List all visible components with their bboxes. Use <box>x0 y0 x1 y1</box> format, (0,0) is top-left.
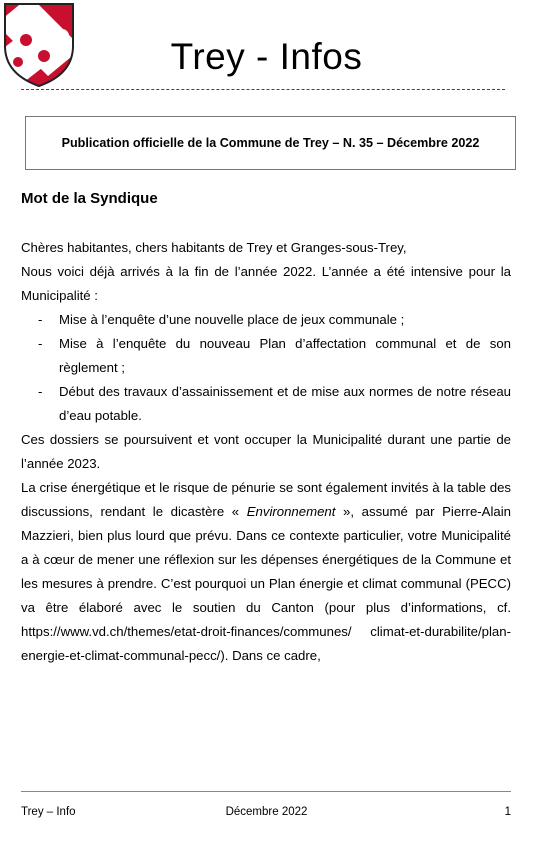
achievements-list <box>21 308 511 428</box>
footer-publication-name: Trey – Info <box>21 806 76 818</box>
section-heading: Mot de la Syndique <box>21 190 158 207</box>
list-dash: - <box>38 336 43 351</box>
header-divider <box>21 89 505 90</box>
list-dash: - <box>38 384 43 399</box>
list-item-text: Mise à l’enquête du nouveau Plan d’affectation communal et de son règlement ; <box>59 336 511 375</box>
article-body <box>21 236 511 668</box>
footer-divider <box>21 791 511 792</box>
environment-term: Environnement <box>246 504 336 519</box>
page-number: 1 <box>504 806 511 818</box>
intro-paragraph: Nous voici déjà arrivés à la fin de l’année 2022. L’année a été intensive pour la Municipalité : <box>21 264 511 303</box>
list-item-text: Mise à l’enquête d’une nouvelle place de jeux communale ; <box>59 312 405 327</box>
energy-paragraph <box>21 476 511 668</box>
footer-date: Décembre 2022 <box>225 806 308 818</box>
list-item <box>21 308 511 332</box>
list-item-text: Début des travaux d’assainissement et de mise aux normes de notre réseau d’eau potable. <box>59 384 511 423</box>
publication-line: Publication officielle de la Commune de Trey – N. 35 – Décembre 2022 <box>61 136 480 150</box>
followup-paragraph: Ces dossiers se poursuivent et vont occuper la Municipalité durant une partie de l’année 2023. <box>21 432 511 471</box>
newsletter-title: Trey - Infos <box>170 36 363 77</box>
publication-box <box>25 116 516 170</box>
list-item <box>21 380 511 428</box>
list-dash: - <box>38 312 43 327</box>
list-item <box>21 332 511 380</box>
greeting-paragraph: Chères habitantes, chers habitants de Trey et Granges-sous-Trey, <box>21 240 407 255</box>
energy-text-start: La crise énergétique et le risque de pénurie se sont également invités à la table des discussions, rendant le dicastère « <box>21 480 511 519</box>
energy-text-end: », assumé par Pierre-Alain Mazzieri, bien plus lourd que prévu. Dans ce contexte particulier, votre Municipalité a à cœur de mener une réflexion sur les dépenses énergétiques de la Commune et les mesures à prendre. C’est pourquoi un Plan énergie et climat communal (PECC) va être élaboré avec le soutien du Canton (pour plus d’informations, cf. https://www.vd.ch/themes/etat-droit-finances/communes/ climat-et-durabilite/plan-energie-et-climat-communal-pecc/). Dans ce cadre, <box>21 504 511 663</box>
